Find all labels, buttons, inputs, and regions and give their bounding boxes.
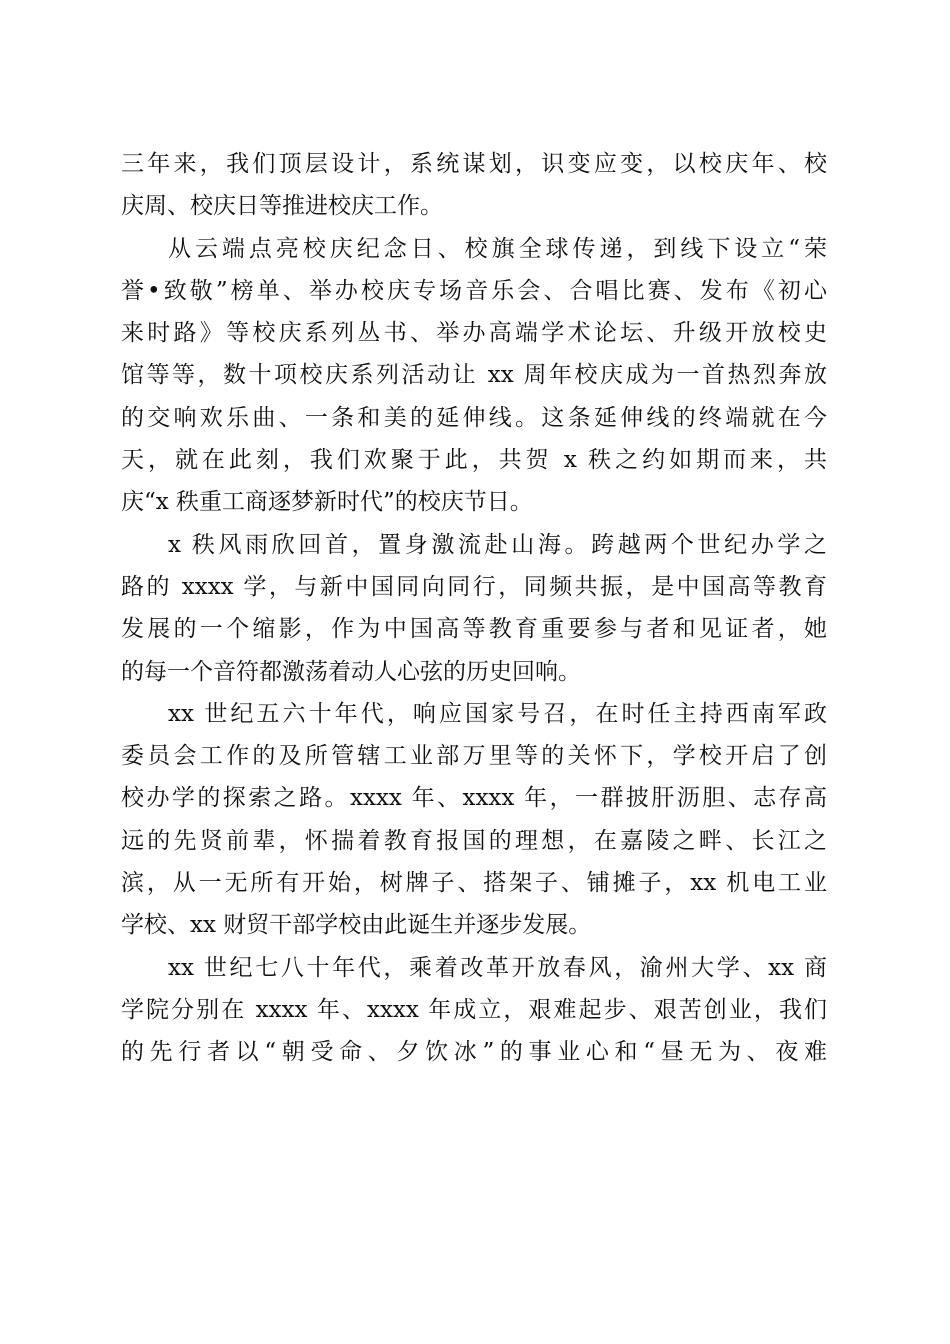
text-line: 路的 xxxx 学，与新中国同向同行，同频共振，是中国高等教育 [121,573,827,600]
text-line: 校办学的探索之路。xxxx 年、xxxx 年，一群披肝沥胆、志存高 [121,785,827,812]
text-line: 的先行者以“朝受命、夕饮冰”的事业心和“昼无为、夜难 [121,1039,827,1066]
text-line: 学院分别在 xxxx 年、xxxx 年成立，艰难起步、艰苦创业，我们 [121,996,827,1023]
text-line: 誉•致敬”榜单、举办校庆专场音乐会、合唱比赛、发布《初心 [121,277,827,304]
text-line: x 秩风雨欣回首，置身激流赴山海。跨越两个世纪办学之 [168,531,827,558]
text-line: 滨，从一无所有开始，树牌子、搭架子、铺摊子，xx 机电工业 [121,870,827,897]
text-line: xx 世纪五六十年代，响应国家号召，在时任主持西南军政 [168,700,827,727]
text-line: xx 世纪七八十年代，乘着改革开放春风，渝州大学、xx 商 [168,954,827,981]
text-line: 馆等等，数十项校庆系列活动让 xx 周年校庆成为一首热烈奔放 [121,362,827,389]
text-line: 的交响欢乐曲、一条和美的延伸线。这条延伸线的终端就在今 [121,404,827,431]
text-line: 来时路》等校庆系列丛书、举办高端学术论坛、升级开放校史 [121,320,827,347]
text-line: 天，就在此刻，我们欢聚于此，共贺 x 秩之约如期而来，共 [121,447,827,474]
document-body [121,143,827,1074]
text-line: 从云端点亮校庆纪念日、校旗全球传递，到线下设立“荣 [168,235,827,262]
text-line: 发展的一个缩影，作为中国高等教育重要参与者和见证者，她 [121,616,827,643]
text-line: 的每一个音符都激荡着动人心弦的历史回响。 [121,658,581,685]
text-line: 庆“x 秩重工商逐梦新时代”的校庆节日。 [121,489,533,516]
text-line: 庆周、校庆日等推进校庆工作。 [121,193,443,220]
text-line: 远的先贤前辈，怀揣着教育报国的理想，在嘉陵之畔、长江之 [121,827,827,854]
text-line: 委员会工作的及所管辖工业部万里等的关怀下，学校开启了创 [121,743,827,770]
text-line: 学校、xx 财贸干部学校由此诞生并逐步发展。 [121,912,592,939]
text-line: 三年来，我们顶层设计，系统谋划，识变应变，以校庆年、校 [121,151,827,177]
